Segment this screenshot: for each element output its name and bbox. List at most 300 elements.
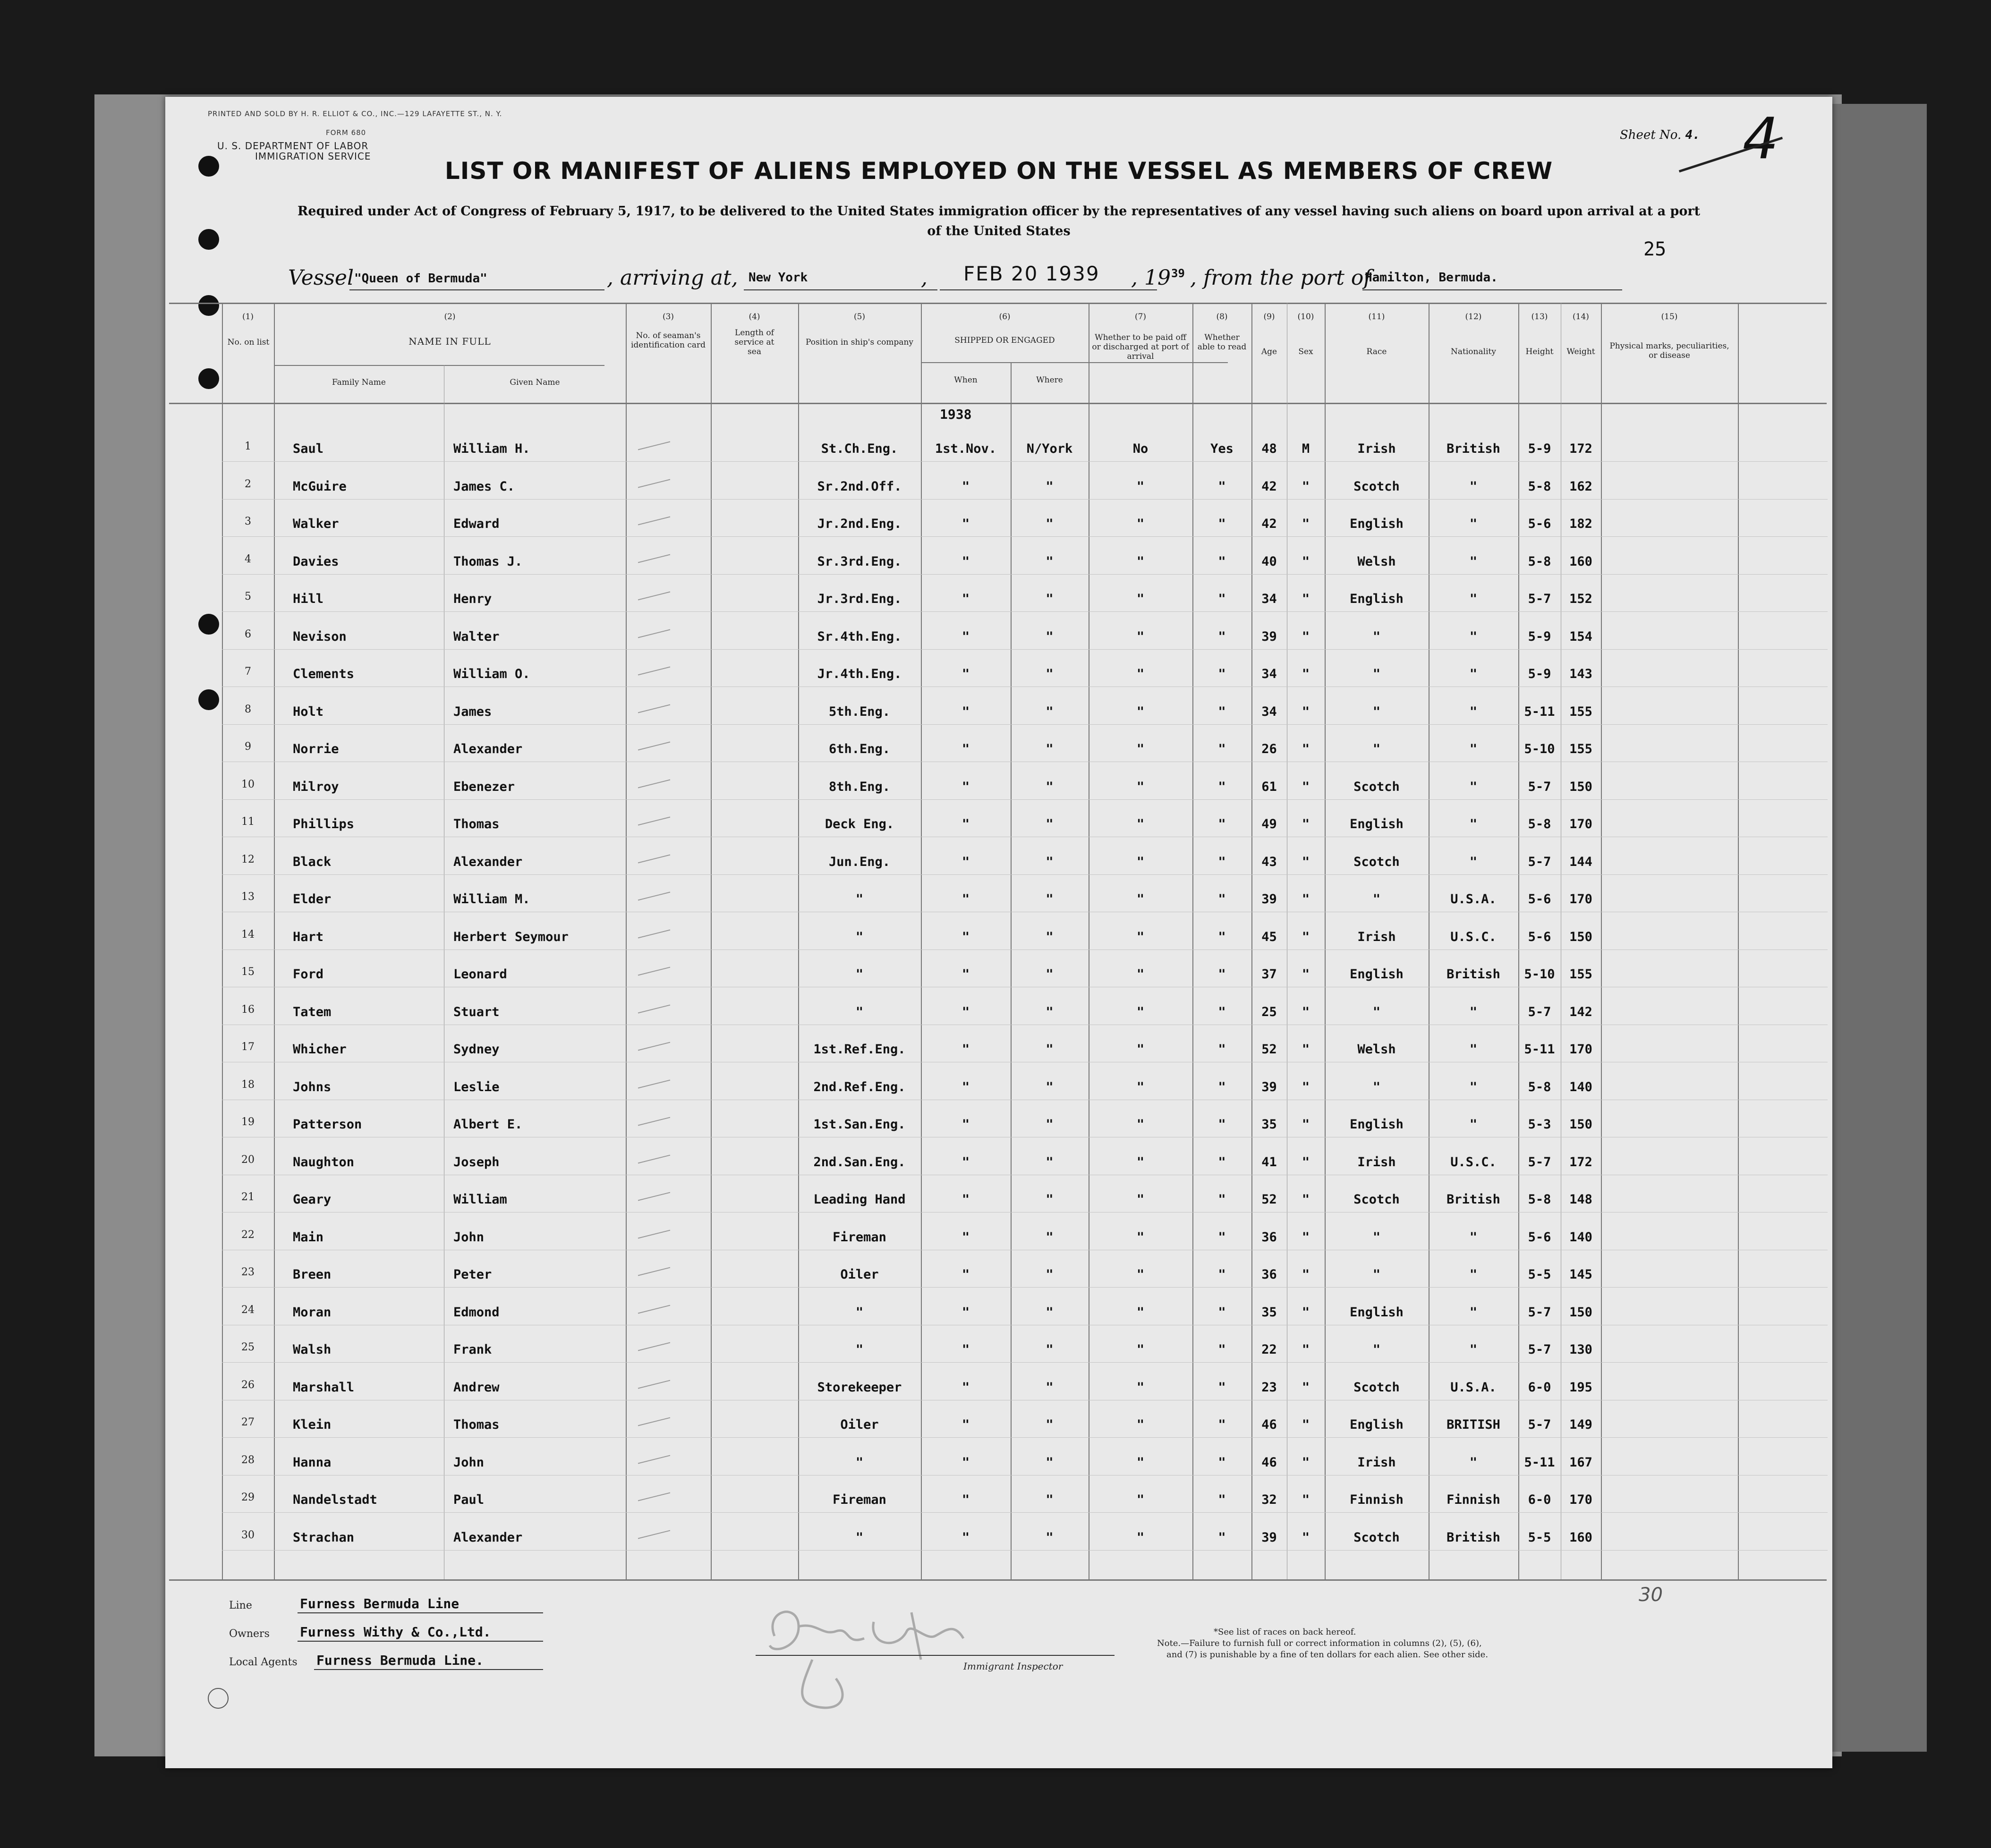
line-value: Furness Bermuda Line — [300, 1596, 459, 1611]
shipped-when-cell: " — [961, 479, 970, 494]
shipped-when-cell: " — [961, 1229, 970, 1245]
shipped-where-cell: " — [1046, 742, 1054, 756]
weight-cell: 140 — [1569, 1079, 1592, 1094]
row-number: 4 — [245, 553, 251, 565]
weight-cell: 143 — [1569, 667, 1592, 681]
weight-cell: 150 — [1569, 1305, 1592, 1320]
family-name-cell: Hart — [293, 929, 324, 944]
shipped-where-cell: " — [1046, 1117, 1054, 1132]
family-name-cell: Ford — [293, 967, 324, 982]
age-cell: 26 — [1261, 742, 1277, 756]
nationality-cell: " — [1469, 704, 1478, 719]
age-cell: 40 — [1261, 554, 1277, 569]
id-card-tick-mark — [638, 1342, 670, 1351]
height-cell: 5-9 — [1528, 667, 1551, 681]
height-cell: 5-5 — [1528, 1267, 1551, 1282]
nationality-cell: U.S.A. — [1450, 892, 1497, 907]
shipped-when-cell: " — [961, 1154, 970, 1170]
given-name-cell: Frank — [453, 1342, 492, 1357]
shipped-where-cell: " — [1046, 967, 1054, 982]
position-cell: Jun.Eng. — [828, 854, 891, 869]
weight-cell: 170 — [1569, 1042, 1592, 1057]
row-ruling — [222, 499, 1828, 500]
position-cell: 2nd.Ref.Eng. — [813, 1079, 906, 1094]
owners-value: Furness Withy & Co.,Ltd. — [300, 1624, 491, 1640]
row-ruling — [222, 611, 1828, 612]
position-cell: Jr.2nd.Eng. — [817, 517, 902, 531]
nationality-cell: Finnish — [1446, 1492, 1500, 1507]
weight-cell: 145 — [1569, 1267, 1592, 1282]
nationality-cell: " — [1469, 592, 1478, 606]
paid-off-cell: " — [1136, 929, 1145, 944]
shipped-when-cell: 1st.Nov. — [935, 441, 997, 456]
shipped-where-cell: " — [1046, 629, 1054, 644]
race-cell: Irish — [1357, 441, 1396, 456]
height-cell: 5-3 — [1528, 1117, 1551, 1132]
col-header-physical-marks: Physical marks, peculiarities, or disease — [1609, 341, 1729, 360]
weight-cell: 170 — [1569, 1492, 1592, 1507]
shipped-where-cell: " — [1046, 1342, 1054, 1357]
shipped-when-cell: " — [961, 1380, 970, 1395]
weight-cell: 160 — [1569, 554, 1592, 569]
printer-line: PRINTED AND SOLD BY H. R. ELLIOT & CO., INC.—129 LAFAYETTE ST., N. Y. — [208, 110, 502, 118]
paid-off-cell: " — [1136, 779, 1145, 794]
given-name-cell: Paul — [453, 1492, 485, 1507]
sex-cell: M — [1302, 441, 1310, 456]
paid-off-cell: " — [1136, 1004, 1145, 1019]
given-name-cell: Sydney — [453, 1042, 500, 1057]
weight-cell: 160 — [1569, 1530, 1592, 1545]
col-header-age: Age — [1261, 347, 1277, 356]
row-number: 5 — [245, 591, 251, 602]
height-cell: 5-11 — [1524, 1455, 1555, 1470]
sex-cell: " — [1302, 1267, 1310, 1282]
from-port-label: , from the port of — [1190, 266, 1371, 290]
height-cell: 5-9 — [1528, 629, 1551, 644]
vessel-name: "Queen of Bermuda" — [354, 271, 487, 286]
height-cell: 6-0 — [1528, 1380, 1551, 1395]
able-to-read-cell: " — [1218, 592, 1226, 606]
nationality-cell: " — [1469, 1079, 1478, 1094]
given-name-cell: Leslie — [453, 1079, 500, 1094]
sex-cell: " — [1302, 517, 1310, 531]
col-header-race: Race — [1366, 347, 1387, 356]
able-to-read-cell: " — [1218, 1267, 1226, 1282]
id-card-tick-mark — [638, 1004, 670, 1013]
able-to-read-cell: " — [1218, 1192, 1226, 1207]
row-number: 1 — [245, 441, 251, 452]
weight-cell: 149 — [1569, 1417, 1592, 1432]
able-to-read-cell: " — [1218, 1455, 1226, 1470]
able-to-read-cell: " — [1218, 1117, 1226, 1132]
position-cell: Sr.4th.Eng. — [817, 629, 902, 644]
sex-cell: " — [1302, 1492, 1310, 1507]
sex-cell: " — [1302, 1342, 1310, 1357]
given-name-cell: John — [453, 1455, 485, 1470]
sex-cell: " — [1302, 779, 1310, 794]
age-cell: 39 — [1261, 629, 1277, 644]
family-name-cell: Hanna — [293, 1455, 332, 1470]
id-card-tick-mark — [638, 667, 670, 676]
shipped-where-cell: " — [1046, 1455, 1054, 1470]
height-cell: 5-7 — [1528, 1342, 1551, 1357]
given-name-cell: Peter — [453, 1267, 492, 1282]
race-cell: Irish — [1357, 929, 1396, 944]
shipped-where-cell: " — [1046, 1267, 1054, 1282]
row-ruling — [222, 1512, 1828, 1513]
nationality-cell: " — [1469, 854, 1478, 869]
race-cell: English — [1350, 1305, 1404, 1320]
age-cell: 22 — [1261, 1342, 1277, 1357]
shipped-when-cell: " — [961, 1004, 970, 1019]
height-cell: 5-6 — [1528, 892, 1551, 907]
nationality-cell: British — [1446, 967, 1500, 982]
sex-cell: " — [1302, 554, 1310, 569]
age-cell: 43 — [1261, 854, 1277, 869]
subtitle-line-1: Required under Act of Congress of February 5, 1917, to be delivered to the United States immigration officer by the representatives of any vessel having such aliens on board upon arrival at a port — [297, 204, 1701, 219]
age-cell: 39 — [1261, 1079, 1277, 1094]
col-header-service-length: Length of service at sea — [734, 328, 774, 356]
family-name-cell: Patterson — [293, 1117, 362, 1132]
age-cell: 42 — [1261, 517, 1277, 531]
row-number: 8 — [245, 703, 251, 715]
id-card-tick-mark — [638, 479, 670, 488]
paid-off-cell: " — [1136, 592, 1145, 606]
shipped-where-cell: " — [1046, 1079, 1054, 1094]
row-ruling — [222, 461, 1828, 462]
nationality-cell: " — [1469, 1267, 1478, 1282]
position-cell: Jr.3rd.Eng. — [817, 592, 902, 606]
family-name-cell: Milroy — [293, 779, 339, 794]
nationality-cell: " — [1469, 1042, 1478, 1057]
from-port-value: Hamilton, Bermuda. — [1365, 271, 1498, 285]
weight-cell: 150 — [1569, 779, 1592, 794]
race-cell: English — [1350, 517, 1404, 531]
shipped-when-cell: " — [961, 1342, 970, 1357]
row-number: 14 — [241, 928, 255, 941]
sheet-number-value: 4. — [1685, 128, 1700, 142]
age-cell: 34 — [1261, 704, 1277, 719]
able-to-read-cell: " — [1218, 1042, 1226, 1057]
race-cell: Finnish — [1350, 1492, 1404, 1507]
race-cell: " — [1372, 892, 1381, 907]
shipped-where-cell: " — [1046, 554, 1054, 569]
race-cell: English — [1350, 1417, 1404, 1432]
inspector-signature — [756, 1594, 1039, 1721]
sex-cell: " — [1302, 1229, 1310, 1245]
weight-cell: 170 — [1569, 892, 1592, 907]
sex-cell: " — [1302, 929, 1310, 944]
race-cell: Welsh — [1357, 554, 1396, 569]
age-cell: 36 — [1261, 1267, 1277, 1282]
shipped-where-cell: " — [1046, 1492, 1054, 1507]
shipped-when-cell: " — [961, 629, 970, 644]
id-card-tick-mark — [638, 1192, 670, 1201]
manifest-sheet: PRINTED AND SOLD BY H. R. ELLIOT & CO., INC.—129 LAFAYETTE ST., N. Y. FORM 680 U. S. DEPARTMENT OF LABOR IMMIGRATION SERVICE Sheet No. 4. 4 LIST OR MANIFEST OF ALIENS EMPLOYED ON THE VESSEL AS MEMBERS OF CREW Required under Act of Congress of February 5, 1917, to be delivered to the United States immigration officer by the representatives of any vessel having such aliens on board upon arrival at a port of the United States 25 Vessel "Queen of Bermuda" , arriving at, New York , FEB 20 1939 , 19 39 , from the port of Hamilton, Bermuda. (1) No. on list (2) NAME IN FULL Family Name Given Name (3) No. of seaman's identification card (4) Length of service at sea (5) Position in ship's company (6) SHIPPED OR ENGAGED When Where (7) Whether to be paid off or discharged at port of arrival (8) Whether able to read (9) Age (10) Sex (11) Race (12) Nationality (13) Height (14) Weight (15) Physical marks, peculiarities, or disease 1938 1 Saul William H. St.Ch.Eng. 1st.Nov. N/York No Yes 48 M Irish British 5-9 172 2 McGuire James C. Sr.2nd.Off. " " " " 42 " Scotch " 5-8 162 3 Walker Edward Jr.2nd.Eng. " " " " 42 " English " 5-6 182 4 Davies Thomas J. Sr.3rd.Eng. " " " " 40 " Welsh " 5-8 160 5 Hill Henry Jr.3rd.Eng. " " " " 34 " English " 5-7 152 6 Nevison Walter Sr.4th.Eng. " " " " 39 " " " 5-9 154 7 Clements William O. Jr.4th.Eng. " " " " 34 " " " 5-9 143 8 Holt James 5th.Eng. " " " " 34 " " " 5-11 155 9 Norrie Alexander 6th.Eng. " " " " 26 " " " 5-10 155 10 Milroy Ebenezer 8th.Eng. " " " " 61 " Scotch " 5-7 150 11 Phillips Thomas Deck Eng. " " " " 49 " English " 5-8 170 12 Black Alexander Jun.Eng. " " " " 43 " Scotch " 5-7 144 13 Elder William M. " " " " " 39 " " U.S.A. 5-6 170 14 Hart Herbert Seymour " " " " " 45 " Irish U.S.C. 5-6 150 15 Ford Leonard " " " " " 37 " English British 5-10 155 16 Tatem Stuart " " " " " 25 " " " 5-7 142 17 Whicher Sydney 1st.Ref.Eng. " " " " 52 " Welsh " 5-11 170 18 Johns Leslie 2nd.Ref.Eng. " " " " 39 " " " 5-8 140 19 Patterson Albert E. 1st.San.Eng. " " " " 35 " English " 5-3 150 20 Naughton Joseph 2nd.San.Eng. " " " " 41 " Irish U.S.C. 5-7 172 21 Geary William Leading Hand " " " " 52 " Scotch British 5-8 148 22 Main John Fireman " " " " 36 " " " 5-6 140 23 Breen Peter Oiler " " " " 36 " " " 5-5 145 24 Moran Edmond " " " " " 35 " English " 5-7 150 25 Walsh Frank " " " " " 22 " " " 5-7 130 26 Marshall Andrew Storekeeper " " " " 23 " Scotch U.S.A. 6-0 195 27 Klein Thomas Oiler " " " " 46 " English BRITISH 5-7 149 28 Hanna John " " " " " 46 " Irish " 5-11 167 29 Nandelstadt Paul Fireman " " " " 32 " Finnish Finnish 6-0 170 30 Strachan Alexander " " " " " 39 " Scotch British 5-5 160 Line Furness Bermuda Line Owners Furness Withy & Co.,Ltd. Local Agents Furness Bermuda Line. Immigrant Inspector 30 *See list of races on back hereof. Note.—Failure to furnish full or correct information in columns (2), (5), (6), and (7) is punishable by a fine of ten dollars for each alien. See other side. — [165, 97, 1832, 1768]
able-to-read-cell: " — [1218, 479, 1226, 494]
able-to-read-cell: " — [1218, 1492, 1226, 1507]
paid-off-cell: " — [1136, 1117, 1145, 1132]
position-cell: " — [855, 892, 864, 907]
paid-off-cell: " — [1136, 554, 1145, 569]
col-header-height: Height — [1525, 347, 1554, 356]
shipped-when-cell: " — [961, 517, 970, 531]
id-card-tick-mark — [638, 1042, 670, 1051]
able-to-read-cell: " — [1218, 1530, 1226, 1545]
able-to-read-cell: " — [1218, 929, 1226, 944]
department-line: U. S. DEPARTMENT OF LABOR — [217, 140, 369, 152]
shipped-when-cell: " — [961, 1455, 970, 1470]
row-number: 18 — [241, 1078, 255, 1091]
paid-off-cell: " — [1136, 1455, 1145, 1470]
height-cell: 6-0 — [1528, 1492, 1551, 1507]
weight-cell: 148 — [1569, 1192, 1592, 1207]
row-number: 19 — [241, 1116, 255, 1128]
shipped-when-cell: " — [961, 667, 970, 681]
punch-hole — [198, 689, 219, 710]
position-cell: Jr.4th.Eng. — [817, 667, 902, 681]
age-cell: 34 — [1261, 592, 1277, 606]
shipped-where-cell: " — [1046, 1004, 1054, 1019]
col-header-given-name: Given Name — [510, 378, 560, 387]
paid-off-cell: " — [1136, 892, 1145, 907]
paid-off-cell: " — [1136, 1342, 1145, 1357]
shipped-when-cell: " — [961, 929, 970, 944]
shipped-when-cell: " — [961, 1042, 970, 1057]
weight-cell: 144 — [1569, 854, 1592, 869]
family-name-cell: Johns — [293, 1079, 332, 1094]
row-number: 29 — [241, 1492, 255, 1503]
height-cell: 5-6 — [1528, 1229, 1551, 1245]
id-card-tick-mark — [638, 779, 670, 788]
sex-cell: " — [1302, 854, 1310, 869]
shipped-when-cell: " — [961, 1192, 970, 1207]
nationality-cell: " — [1469, 554, 1478, 569]
sex-cell: " — [1302, 592, 1310, 606]
shipped-when-cell: " — [961, 1117, 970, 1132]
position-cell: Fireman — [833, 1229, 886, 1245]
family-name-cell: Marshall — [293, 1380, 355, 1395]
sex-cell: " — [1302, 892, 1310, 907]
col-header-where: Where — [1036, 375, 1063, 385]
sex-cell: " — [1302, 742, 1310, 756]
shipped-when-cell: " — [961, 742, 970, 756]
able-to-read-cell: " — [1218, 517, 1226, 531]
nationality-cell: " — [1469, 629, 1478, 644]
height-cell: 5-7 — [1528, 1004, 1551, 1019]
shipped-where-cell: " — [1046, 854, 1054, 869]
nationality-cell: British — [1446, 1192, 1500, 1207]
nationality-cell: " — [1469, 779, 1478, 794]
family-name-cell: Nandelstadt — [293, 1492, 377, 1507]
nationality-cell: " — [1469, 1305, 1478, 1320]
id-card-tick-mark — [638, 517, 670, 526]
age-cell: 42 — [1261, 479, 1277, 494]
race-cell: Irish — [1357, 1455, 1396, 1470]
height-cell: 5-8 — [1528, 1079, 1551, 1094]
count-handwritten: 30 — [1639, 1584, 1663, 1606]
given-name-cell: Edmond — [453, 1305, 500, 1320]
given-name-cell: Edward — [453, 517, 500, 531]
id-card-tick-mark — [638, 704, 670, 713]
sex-cell: " — [1302, 1042, 1310, 1057]
given-name-cell: Albert E. — [453, 1117, 523, 1132]
row-number: 11 — [241, 816, 255, 828]
paid-off-cell: " — [1136, 1154, 1145, 1170]
sex-cell: " — [1302, 817, 1310, 831]
height-cell: 5-7 — [1528, 854, 1551, 869]
age-cell: 52 — [1261, 1192, 1277, 1207]
shipped-when-cell: " — [961, 1417, 970, 1432]
paid-off-cell: " — [1136, 479, 1145, 494]
shipped-where-cell: " — [1046, 1417, 1054, 1432]
able-to-read-cell: " — [1218, 817, 1226, 831]
race-cell: Scotch — [1353, 1192, 1400, 1207]
race-cell: " — [1372, 667, 1381, 681]
sex-cell: " — [1302, 1117, 1310, 1132]
row-ruling — [222, 574, 1828, 575]
shipped-when-cell: " — [961, 1305, 970, 1320]
year-note: 1938 — [940, 407, 972, 422]
able-to-read-cell: " — [1218, 1154, 1226, 1170]
id-card-tick-mark — [638, 1492, 670, 1501]
paid-off-cell: " — [1136, 1079, 1145, 1094]
paid-off-cell: " — [1136, 1492, 1145, 1507]
position-cell: Fireman — [833, 1492, 886, 1507]
id-card-tick-mark — [638, 1380, 670, 1389]
id-card-tick-mark — [638, 1079, 670, 1088]
given-name-cell: Thomas — [453, 817, 500, 831]
able-to-read-cell: " — [1218, 1417, 1226, 1432]
shipped-where-cell: " — [1046, 1154, 1054, 1170]
row-number: 28 — [241, 1454, 255, 1466]
height-cell: 5-6 — [1528, 517, 1551, 531]
position-cell: 5th.Eng. — [828, 704, 891, 719]
col-header-weight: Weight — [1566, 347, 1595, 356]
family-name-cell: McGuire — [293, 479, 347, 494]
shipped-when-cell: " — [961, 1267, 970, 1282]
id-card-tick-mark — [638, 554, 670, 563]
nationality-cell: " — [1469, 1229, 1478, 1245]
race-cell: " — [1372, 629, 1381, 644]
given-name-cell: Andrew — [453, 1380, 500, 1395]
row-number: 12 — [241, 853, 255, 865]
row-ruling — [222, 649, 1828, 650]
row-ruling — [222, 1362, 1828, 1363]
family-name-cell: Moran — [293, 1305, 332, 1320]
id-card-tick-mark — [638, 967, 670, 976]
col-header-name: NAME IN FULL — [408, 336, 491, 347]
shipped-where-cell: " — [1046, 592, 1054, 606]
row-number: 3 — [245, 516, 251, 527]
nationality-cell: British — [1446, 1530, 1500, 1545]
id-card-tick-mark — [638, 1267, 670, 1276]
race-cell: " — [1372, 1079, 1381, 1094]
col-header-id-card: No. of seaman's identification card — [630, 331, 706, 350]
printer-seal-icon — [208, 1688, 229, 1709]
family-name-cell: Naughton — [293, 1154, 355, 1170]
shipped-when-cell: " — [961, 592, 970, 606]
family-name-cell: Klein — [293, 1417, 332, 1432]
row-number: 7 — [245, 666, 251, 678]
age-cell: 37 — [1261, 967, 1277, 982]
weight-cell: 150 — [1569, 929, 1592, 944]
row-ruling — [222, 536, 1828, 537]
height-cell: 5-10 — [1524, 967, 1555, 982]
shipped-when-cell: " — [961, 892, 970, 907]
race-cell: Welsh — [1357, 1042, 1396, 1057]
able-to-read-cell: " — [1218, 1229, 1226, 1245]
given-name-cell: Stuart — [453, 1004, 500, 1019]
race-cell: Scotch — [1353, 479, 1400, 494]
year-value: 39 — [1171, 267, 1185, 280]
row-number: 13 — [241, 891, 255, 903]
shipped-when-cell: " — [961, 554, 970, 569]
year-label: , 19 — [1131, 266, 1171, 290]
able-to-read-cell: " — [1218, 854, 1226, 869]
nationality-cell: " — [1469, 742, 1478, 756]
id-card-tick-mark — [638, 892, 670, 901]
height-cell: 5-7 — [1528, 592, 1551, 606]
date-stamp: FEB 20 1939 — [963, 262, 1100, 285]
height-cell: 5-7 — [1528, 1417, 1551, 1432]
able-to-read-cell: " — [1218, 892, 1226, 907]
shipped-where-cell: " — [1046, 517, 1054, 531]
shipped-where-cell: " — [1046, 892, 1054, 907]
family-name-cell: Holt — [293, 704, 324, 719]
weight-cell: 170 — [1569, 817, 1592, 831]
sheet-number-handwritten: 4 — [1743, 106, 1779, 172]
family-name-cell: Walker — [293, 517, 339, 531]
row-number: 23 — [241, 1266, 255, 1278]
family-name-cell: Norrie — [293, 742, 339, 756]
able-to-read-cell: " — [1218, 554, 1226, 569]
height-cell: 5-8 — [1528, 817, 1551, 831]
paid-off-cell: " — [1136, 742, 1145, 756]
weight-cell: 172 — [1569, 1154, 1592, 1170]
weight-cell: 142 — [1569, 1004, 1592, 1019]
shipped-where-cell: " — [1046, 479, 1054, 494]
age-cell: 34 — [1261, 667, 1277, 681]
row-number: 6 — [245, 628, 251, 640]
able-to-read-cell: " — [1218, 704, 1226, 719]
arriving-port: New York — [749, 271, 808, 285]
race-cell: " — [1372, 1267, 1381, 1282]
height-cell: 5-8 — [1528, 479, 1551, 494]
age-cell: 23 — [1261, 1380, 1277, 1395]
row-number: 21 — [241, 1191, 255, 1203]
agents-label: Local Agents — [229, 1656, 298, 1668]
paid-off-cell: " — [1136, 1305, 1145, 1320]
given-name-cell: William M. — [453, 892, 530, 907]
position-cell: 1st.Ref.Eng. — [813, 1042, 906, 1057]
position-cell: St.Ch.Eng. — [821, 441, 898, 456]
nationality-cell: " — [1469, 667, 1478, 681]
age-cell: 36 — [1261, 1229, 1277, 1245]
weight-cell: 195 — [1569, 1380, 1592, 1395]
id-card-tick-mark — [638, 441, 670, 450]
nationality-cell: " — [1469, 479, 1478, 494]
row-number: 17 — [241, 1041, 255, 1053]
row-ruling — [222, 1437, 1828, 1438]
weight-cell: 172 — [1569, 441, 1592, 456]
weight-cell: 130 — [1569, 1342, 1592, 1357]
able-to-read-cell: " — [1218, 1342, 1226, 1357]
nationality-cell: " — [1469, 1342, 1478, 1357]
age-cell: 45 — [1261, 929, 1277, 944]
weight-cell: 154 — [1569, 629, 1592, 644]
position-cell: Sr.3rd.Eng. — [817, 554, 902, 569]
